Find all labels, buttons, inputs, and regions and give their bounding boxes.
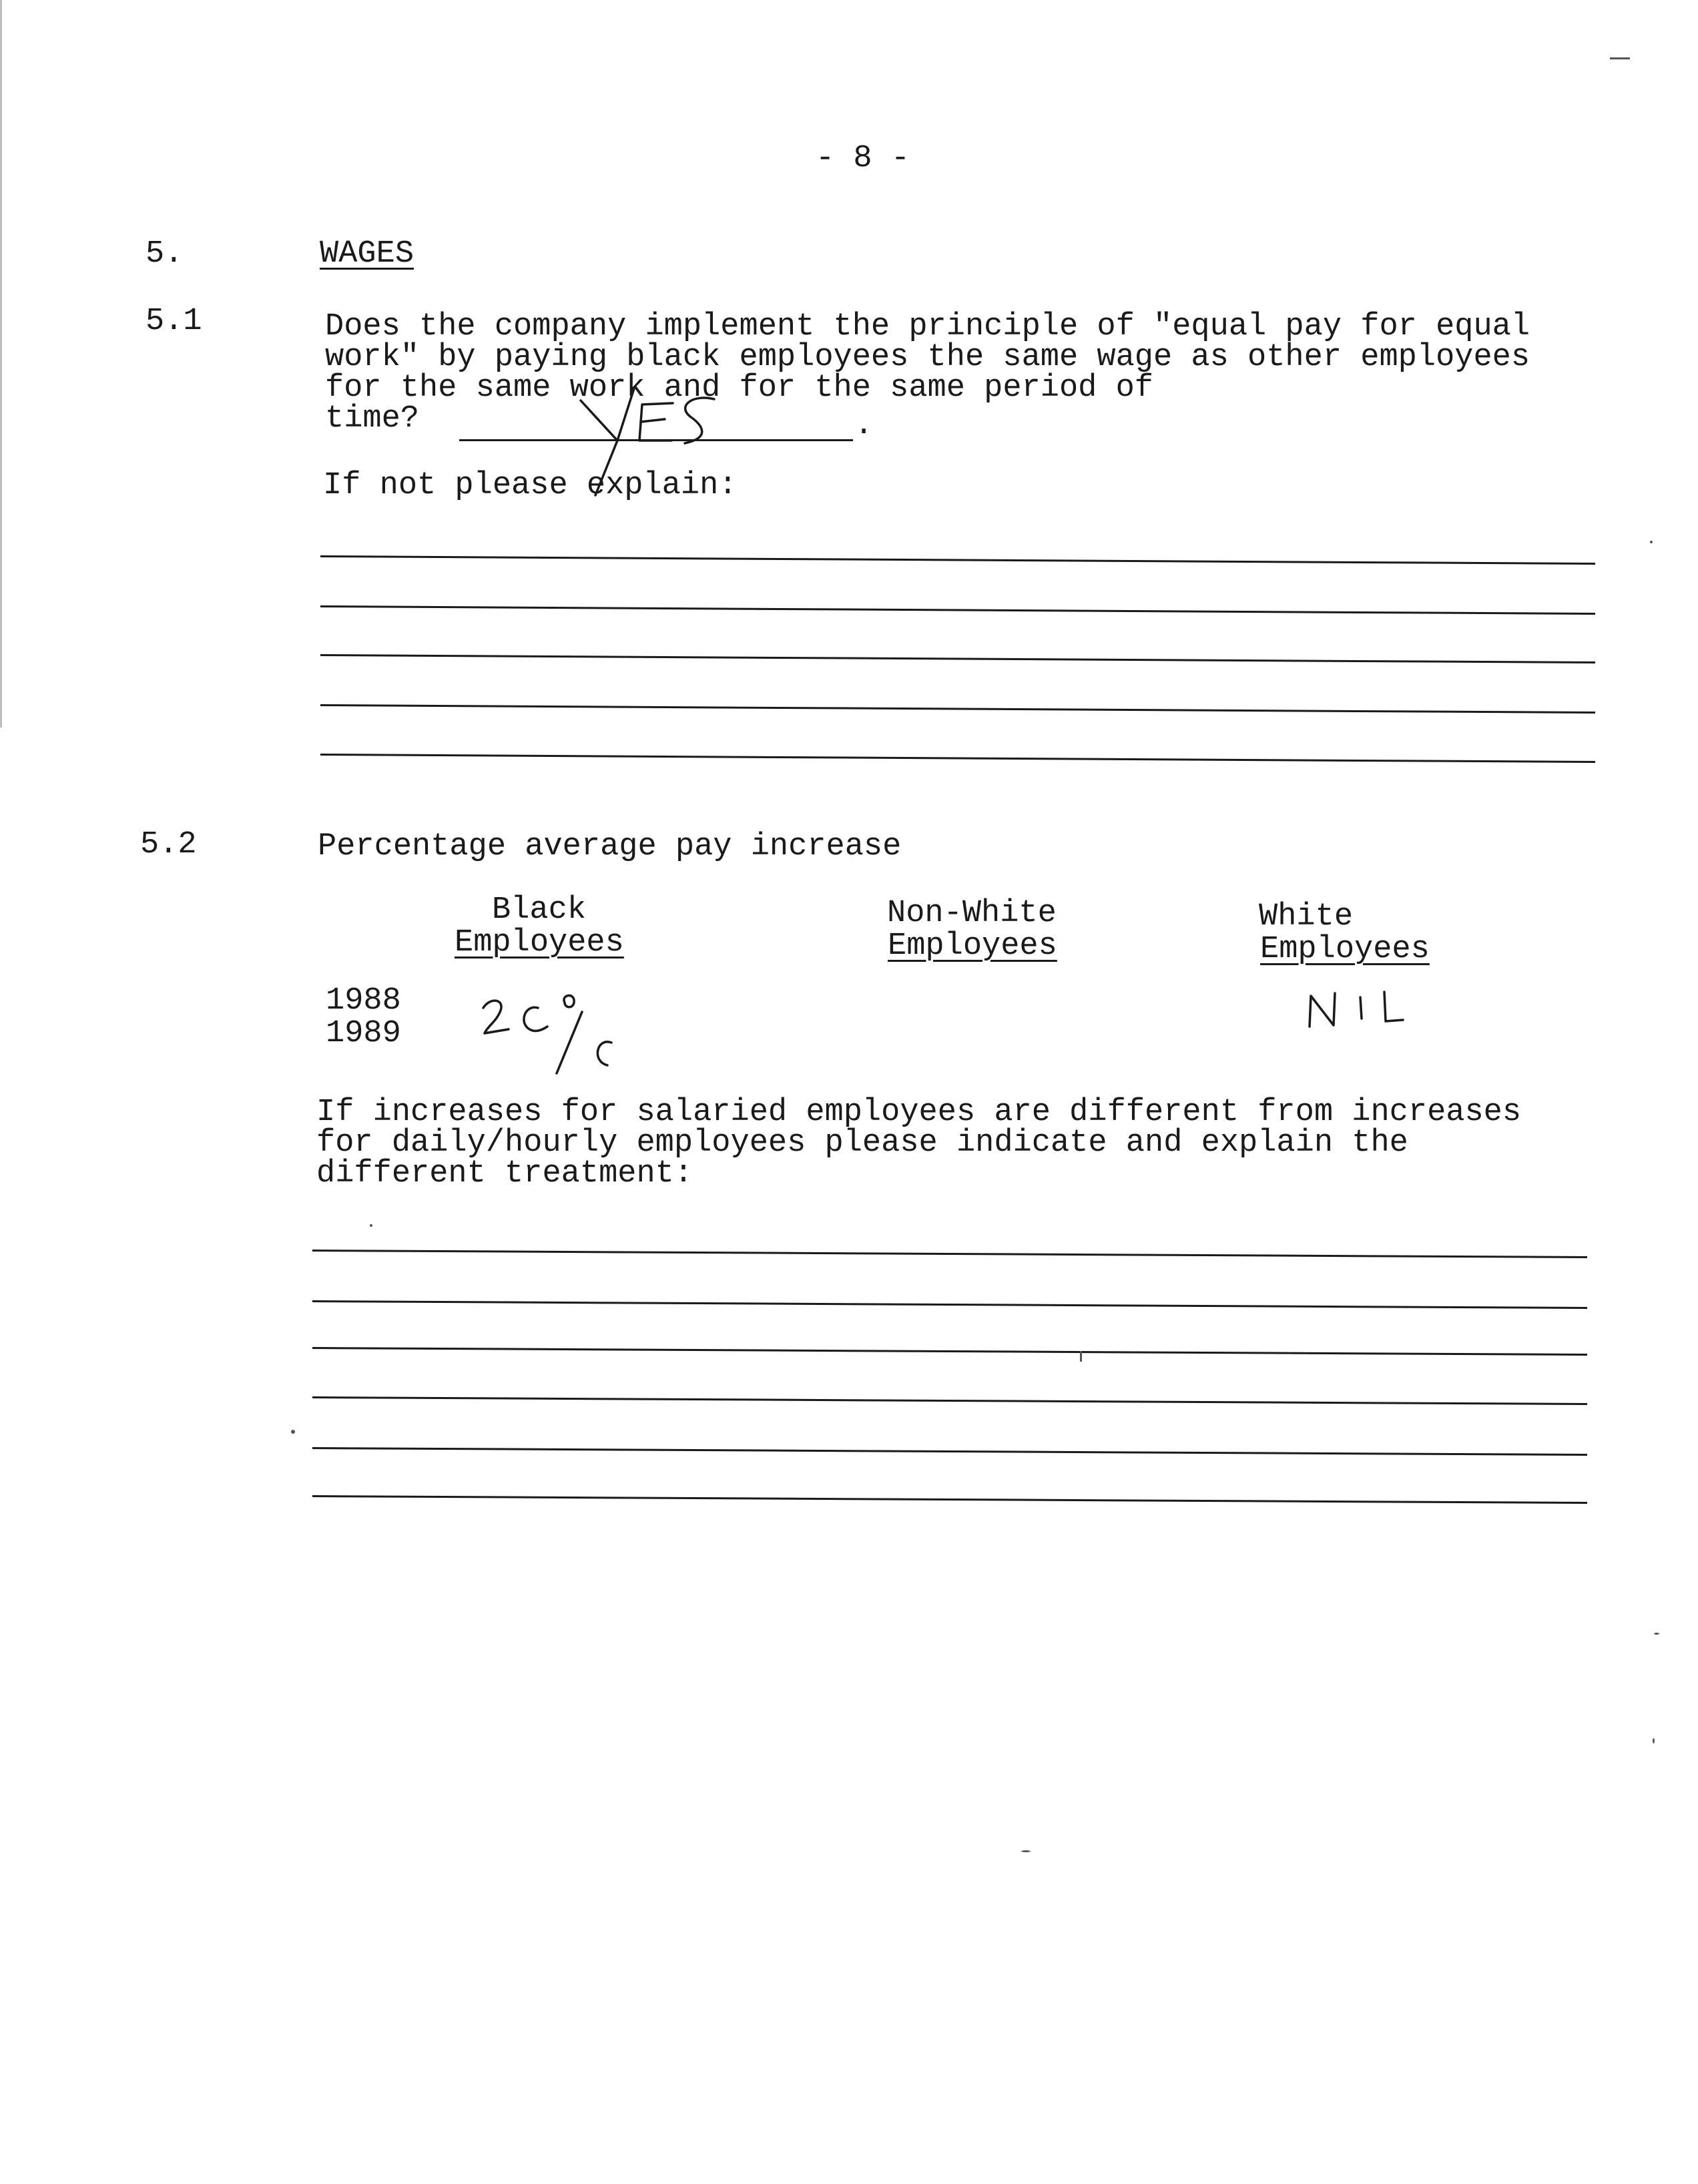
scan-speck — [1653, 1738, 1655, 1743]
scan-left-edge — [0, 0, 2, 728]
answer-end-mark: . — [854, 408, 874, 443]
scan-speck — [1080, 1351, 1082, 1362]
difference-note-line: different treatment: — [316, 1156, 693, 1191]
explanation-line[interactable] — [312, 1396, 1587, 1405]
column-header-black: Employees — [455, 925, 624, 961]
handwritten-black-percentage — [478, 988, 638, 1075]
question-5-1-line: work" by paying black employees the same wage as other employees — [325, 340, 1530, 375]
explain-prompt: If not please explain: — [323, 468, 738, 503]
question-5-1-line: for the same work and for the same period of — [325, 370, 1154, 406]
section-number: 5. — [146, 236, 184, 272]
section-title: WAGES — [320, 236, 414, 272]
year-label: 1989 — [326, 1016, 401, 1051]
difference-note-line: for daily/hourly employees please indicate and explain the — [316, 1125, 1408, 1161]
explanation-line[interactable] — [320, 754, 1595, 763]
column-header-white: White — [1259, 899, 1354, 934]
column-header-white: Employees — [1260, 932, 1430, 967]
scan-speck — [1650, 541, 1653, 543]
explanation-line[interactable] — [320, 605, 1595, 615]
year-label: 1988 — [326, 983, 401, 1019]
explanation-line[interactable] — [320, 704, 1595, 714]
difference-note-line: If increases for salaried employees are different from increases — [316, 1095, 1522, 1130]
column-header-non-white: Non-White — [887, 896, 1057, 931]
page-number: - 8 - — [816, 141, 910, 176]
scan-speck — [291, 1430, 295, 1434]
explanation-line[interactable] — [320, 654, 1595, 663]
question-5-1-line: Does the company implement the principle of "equal pay for equal — [325, 309, 1530, 344]
scan-speck — [1610, 57, 1630, 59]
explanation-line[interactable] — [312, 1347, 1587, 1356]
question-5-2-number: 5.2 — [140, 827, 197, 862]
column-header-black: Black — [492, 892, 587, 928]
question-5-1-number: 5.1 — [146, 304, 202, 339]
explanation-line[interactable] — [312, 1300, 1587, 1309]
question-5-1-line: time? — [325, 401, 420, 437]
scan-speck — [370, 1224, 372, 1227]
explanation-line[interactable] — [320, 555, 1595, 565]
column-header-non-white: Employees — [888, 928, 1057, 964]
explanation-line[interactable] — [312, 1250, 1587, 1258]
question-5-2-title: Percentage average pay increase — [318, 829, 902, 864]
explanation-line[interactable] — [312, 1447, 1587, 1456]
scan-speck — [1654, 1633, 1659, 1635]
explanation-line[interactable] — [312, 1495, 1587, 1504]
scan-speck — [1021, 1850, 1031, 1852]
handwritten-white-value — [1307, 987, 1407, 1033]
